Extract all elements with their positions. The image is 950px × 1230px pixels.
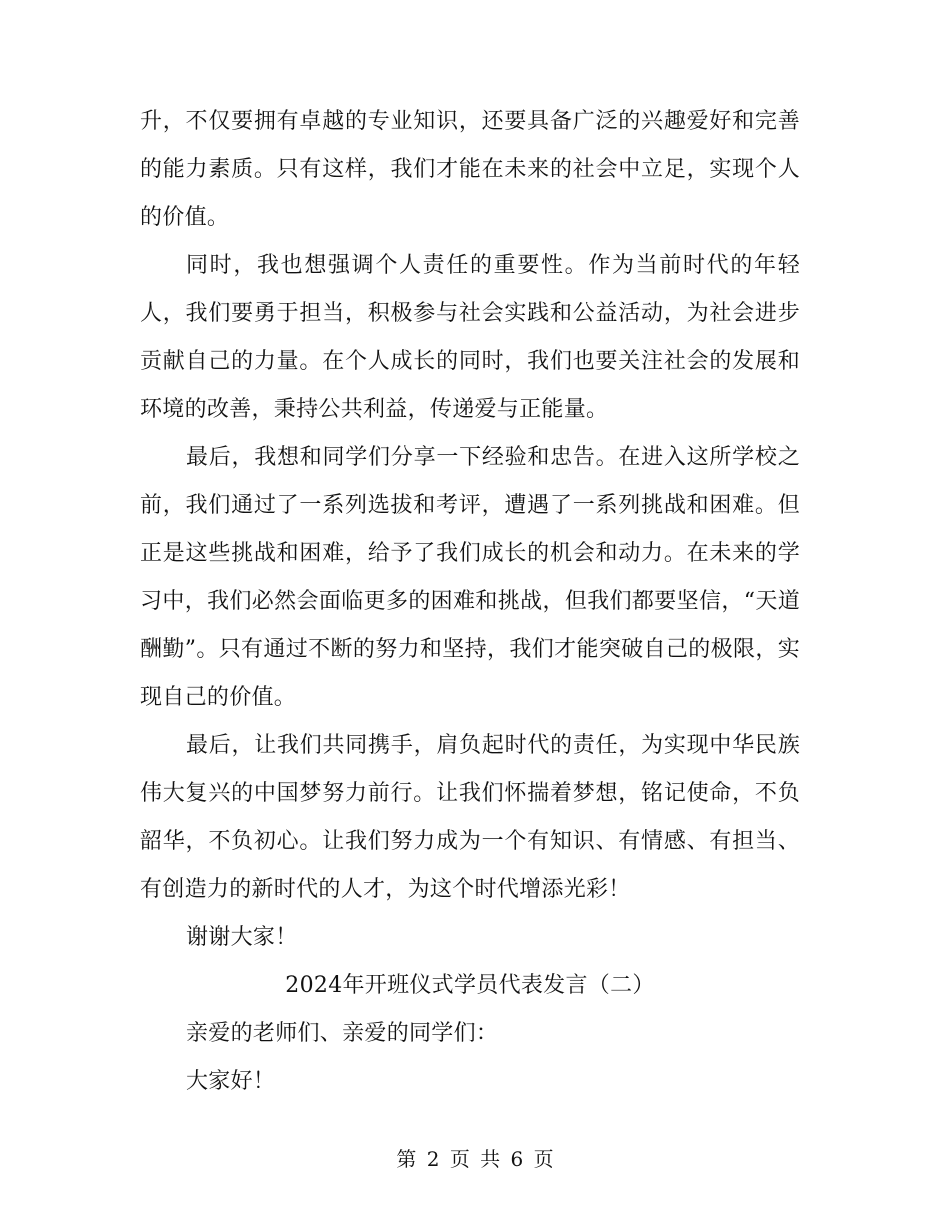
document-body xyxy=(140,98,800,1106)
paragraph-continuation: 升，不仅要拥有卓越的专业知识，还要具备广泛的兴趣爱好和完善的能力素质。只有这样，我们才能在未来的社会中立足，实现个人的价值。 xyxy=(140,109,800,230)
paragraph-responsibility: 同时，我也想强调个人责任的重要性。作为当前时代的年轻人，我们要勇于担当，积极参与社会实践和公益活动，为社会进步贡献自己的力量。在个人成长的同时，我们也要关注社会的发展和环境的改善，秉持公共利益，传递爱与正能量。 xyxy=(140,253,800,422)
salutation-line: 大家好！ xyxy=(186,1069,276,1094)
section-title: 2024年开班仪式学员代表发言（二） xyxy=(285,973,655,998)
paragraph-thanks: 谢谢大家！ xyxy=(186,925,298,950)
paragraph-closing: 最后，让我们共同携手，肩负起时代的责任，为实现中华民族伟大复兴的中国梦努力前行。让我们怀揣着梦想，铭记使命，不负韶华，不负初心。让我们努力成为一个有知识、有情感、有担当、有创造力的新时代的人才，为这个时代增添光彩！ xyxy=(140,733,800,902)
page-number-footer: 第 2 页 共 6 页 xyxy=(396,1147,554,1171)
paragraph-advice: 最后，我想和同学们分享一下经验和忠告。在进入这所学校之前，我们通过了一系列选拔和考评，遭遇了一系列挑战和困难。但正是这些挑战和困难，给予了我们成长的机会和动力。在未来的学习中，我们必然会面临更多的困难和挑战，但我们都要坚信，“天道酬勤”。只有通过不断的努力和坚持，我们才能突破自己的极限，实现自己的价值。 xyxy=(140,445,800,710)
greeting-line: 亲爱的老师们、亲爱的同学们： xyxy=(186,1021,499,1046)
